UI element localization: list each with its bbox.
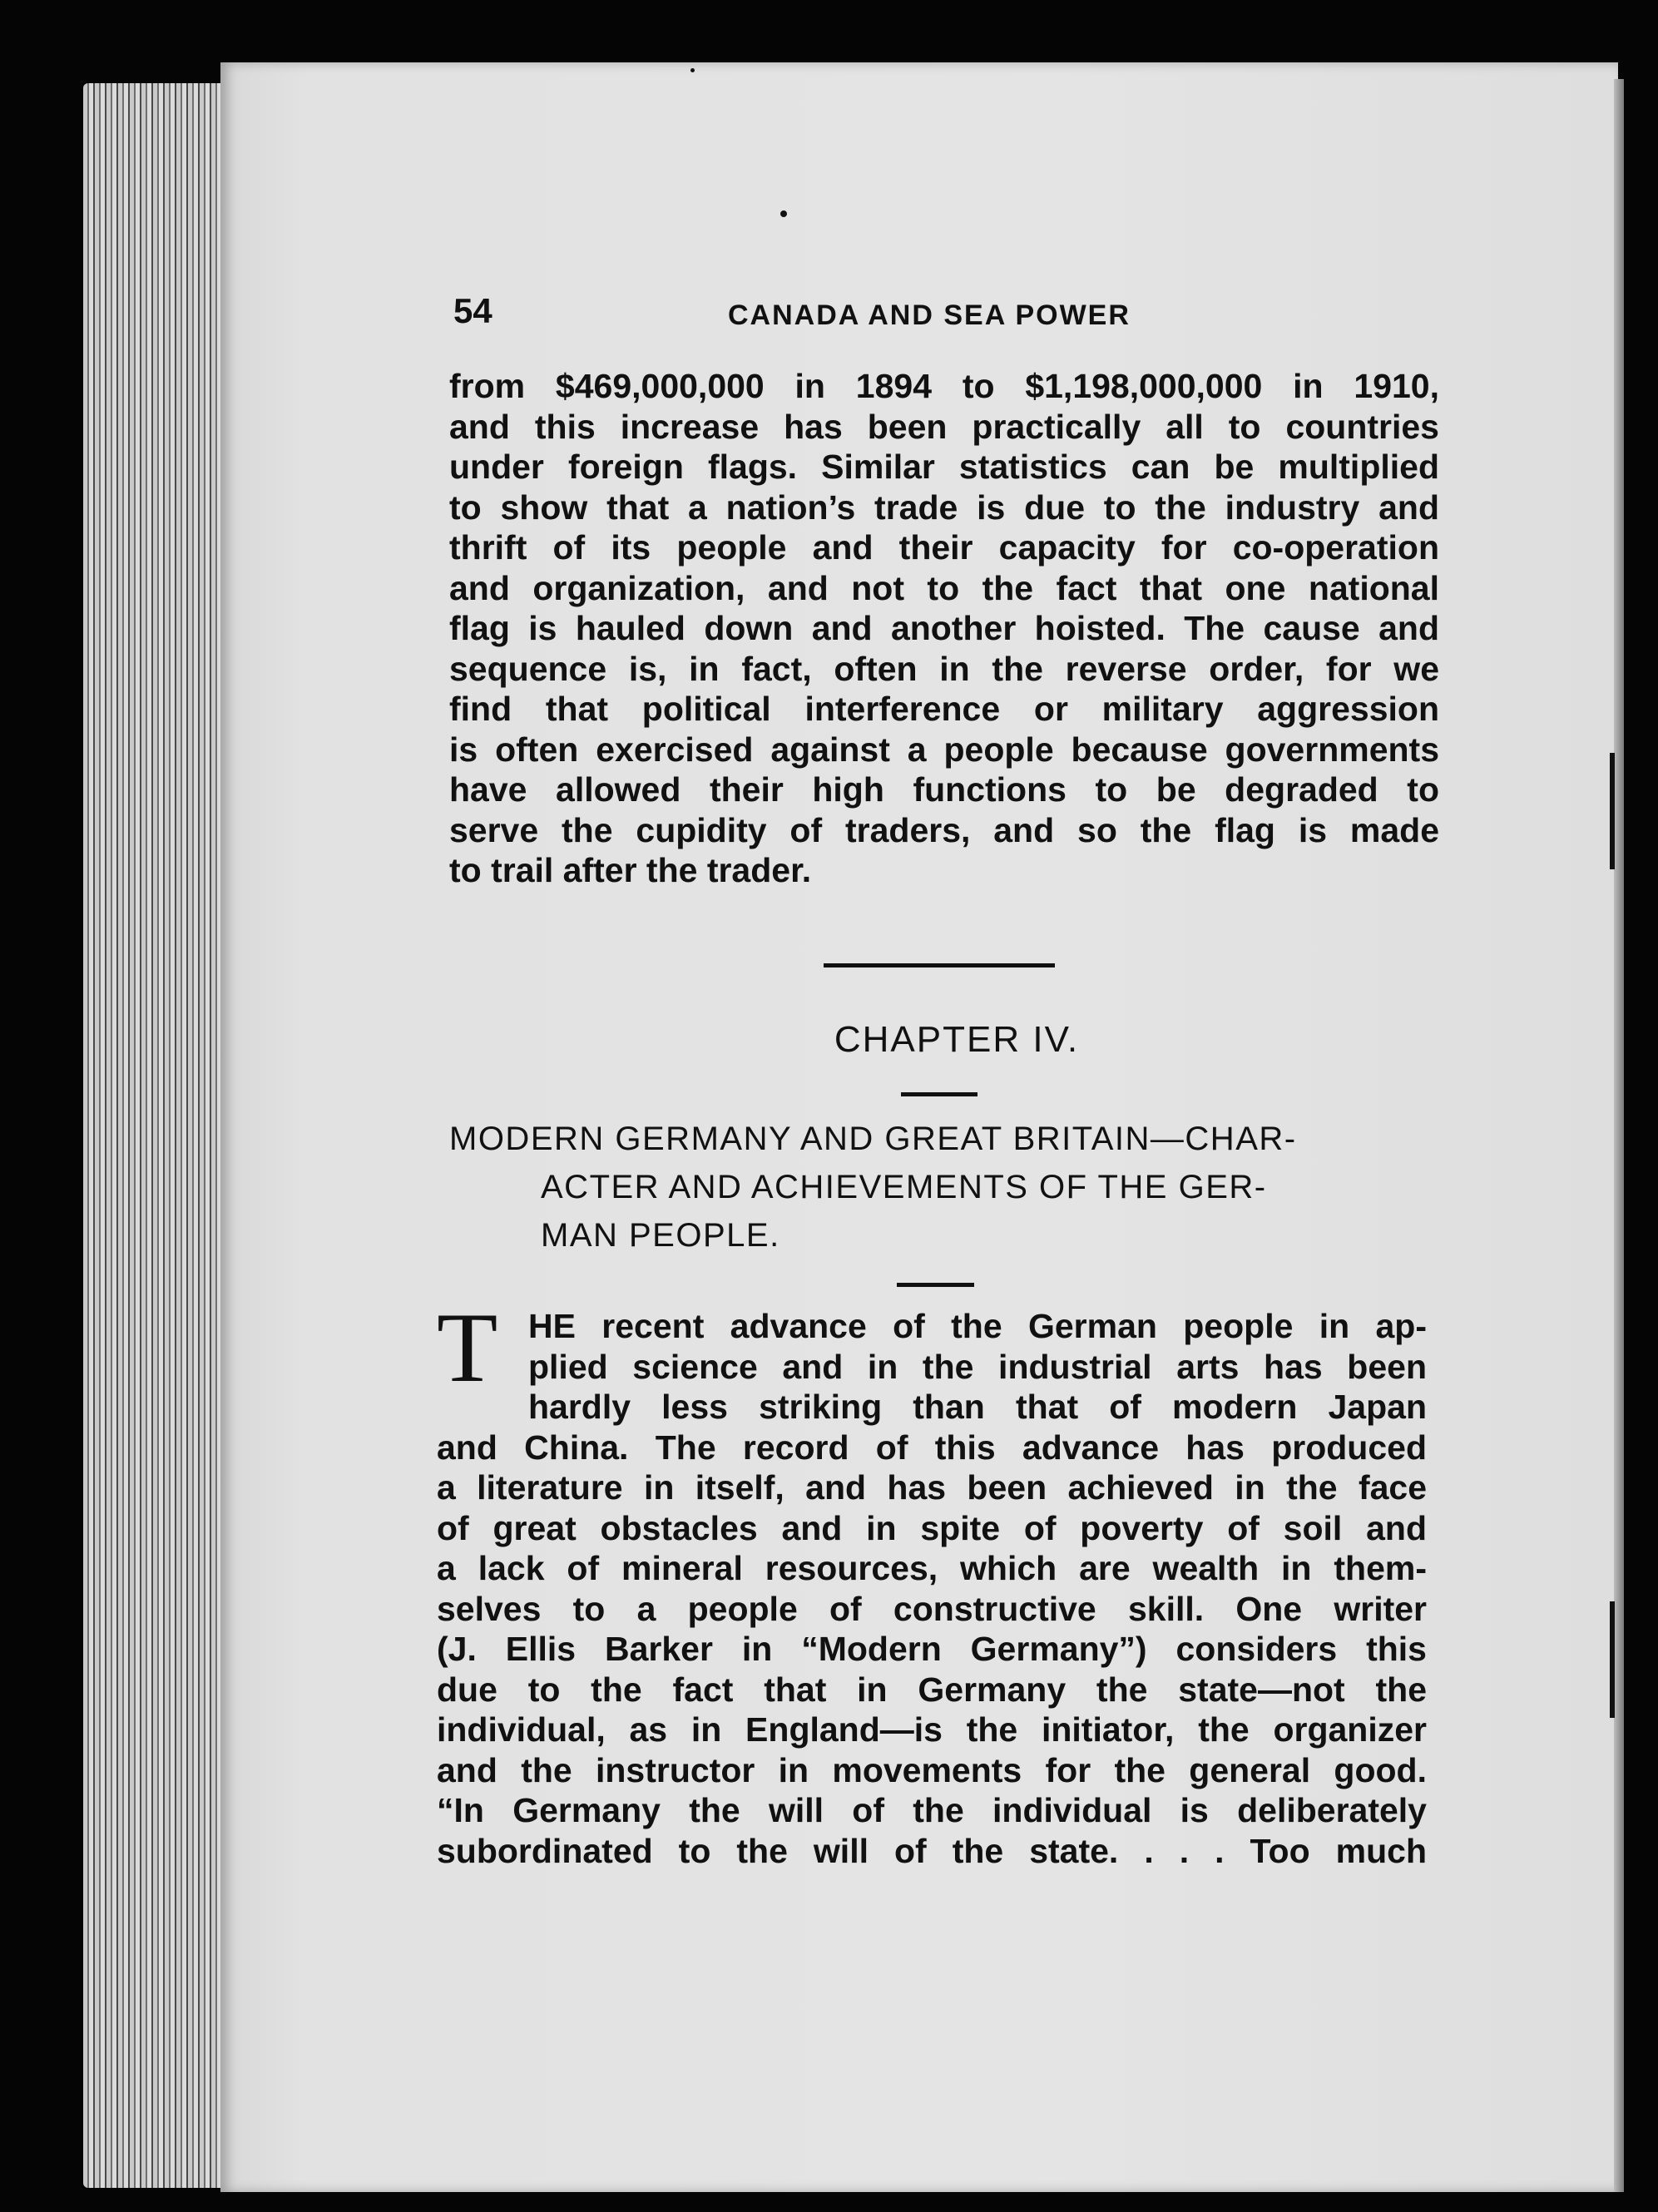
text-line: due to the fact that in Germany the state—not the	[437, 1670, 1427, 1709]
text-line: is often exercised against a people because governments	[449, 730, 1439, 769]
text-line: and the instructor in movements for the general good.	[437, 1750, 1427, 1789]
title-rule	[897, 1283, 974, 1287]
page-number: 54	[453, 291, 492, 330]
chapter-heading: CHAPTER IV.	[834, 1019, 1080, 1060]
text-line: subordinated to the will of the state. . . . Too much	[437, 1831, 1427, 1870]
text-line: under foreign flags. Similar statistics can be multiplied	[449, 448, 1439, 486]
text-line: and organization, and not to the fact that one national	[449, 568, 1439, 607]
chapter-title-line: MODERN GERMANY AND GREAT BRITAIN—CHAR-	[449, 1121, 1297, 1157]
section-divider	[824, 963, 1055, 967]
text-line: to show that a nation’s trade is due to the industry and	[449, 487, 1439, 527]
text-line: of great obstacles and in spite of poverty of soil and	[437, 1508, 1427, 1547]
speck-mark	[690, 68, 695, 72]
running-head	[453, 291, 1435, 341]
text-line: to trail after the trader.	[449, 851, 812, 889]
text-line: find that political interference or military aggression	[449, 690, 1439, 728]
text-line: a literature in itself, and has been achieved in the face	[437, 1468, 1427, 1507]
text-line: serve the cupidity of traders, and so the flag is made	[449, 810, 1439, 849]
chapter-title-line: MAN PEOPLE.	[541, 1217, 780, 1254]
text-line: individual, as in England—is the initiator, the organizer	[437, 1710, 1427, 1749]
text-line: and this increase has been practically all to countries	[449, 407, 1439, 446]
text-line: (J. Ellis Barker in “Modern Germany”) considers this	[437, 1630, 1427, 1668]
text-line: from $469,000,000 in 1894 to $1,198,000,000 in 1910,	[449, 367, 1439, 405]
right-page-edge	[1614, 79, 1624, 2192]
chapter-title-line: ACTER AND ACHIEVEMENTS OF THE GER-	[541, 1169, 1267, 1205]
running-title: CANADA AND SEA POWER	[728, 299, 1131, 331]
binding-mark	[1610, 1601, 1615, 1718]
chapter-opening-paragraph	[437, 1292, 1427, 1871]
drop-cap: T	[437, 1292, 498, 1403]
text-line: thrift of its people and their capacity for co-operation	[449, 528, 1439, 567]
text-line: selves to a people of constructive skill. One writer	[437, 1589, 1427, 1628]
text-line: sequence is, in fact, often in the reverse order, for we	[449, 649, 1439, 688]
chapter-title	[449, 1115, 1439, 1259]
text-line: “In Germany the will of the individual is deliberately	[437, 1791, 1427, 1829]
binding-mark	[1610, 753, 1615, 869]
speck-mark	[780, 210, 787, 217]
heading-rule	[901, 1092, 977, 1096]
text-line: and China. The record of this advance has produced	[437, 1428, 1427, 1467]
text-line: plied science and in the industrial arts has been	[528, 1347, 1427, 1386]
text-line: hardly less striking than that of modern Japan	[528, 1388, 1427, 1426]
text-line: a lack of mineral resources, which are wealth in them-	[437, 1549, 1427, 1587]
text-line: HE recent advance of the German people in ap-	[528, 1307, 1427, 1345]
page-edges	[83, 83, 225, 2188]
paragraph-continued	[449, 366, 1439, 891]
text-line: flag is hauled down and another hoisted. The cause and	[449, 609, 1439, 647]
text-line: have allowed their high functions to be degraded to	[449, 770, 1439, 809]
